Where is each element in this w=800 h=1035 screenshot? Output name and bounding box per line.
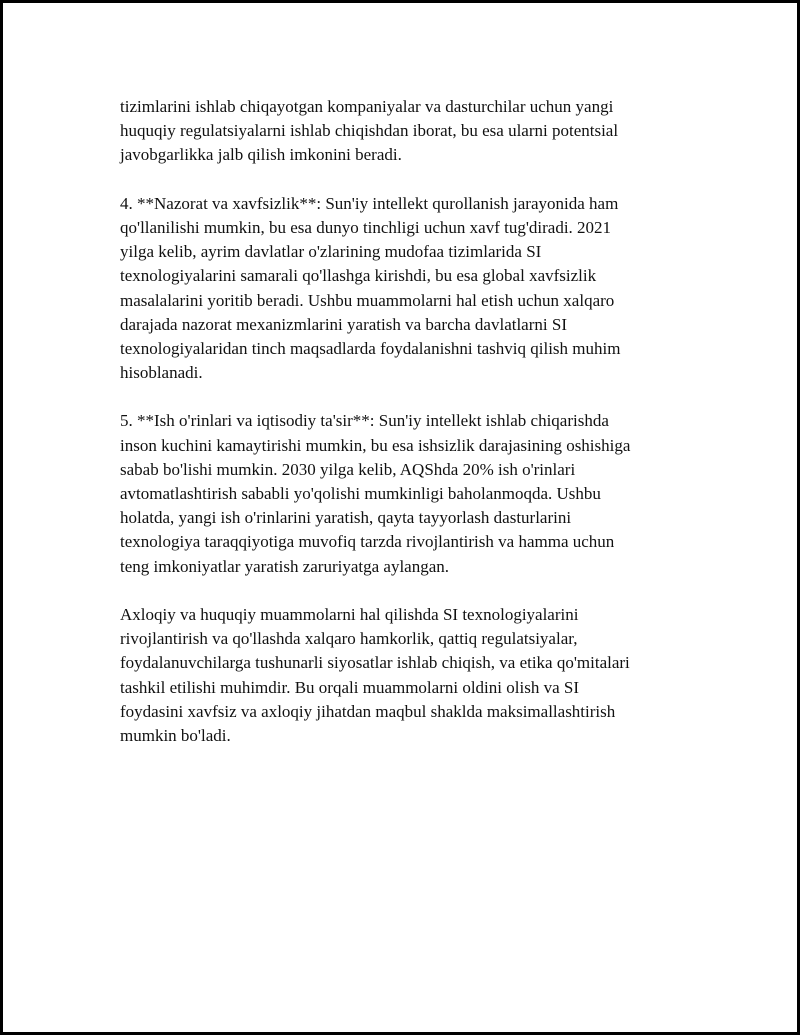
paragraph-intro-continuation [120,95,680,168]
text-line: texnologiyalarini samarali qo'llashga kirishdi, bu esa global xavfsizlik [120,266,597,286]
text-line: inson kuchini kamaytirishi mumkin, bu esa ishsizlik darajasining oshishiga [120,435,631,455]
document-body [120,95,680,772]
text-line: javobgarlikka jalb qilish imkonini beradi. [120,145,402,165]
text-line: 5. **Ish o'rinlari va iqtisodiy ta'sir**: Sun'iy intellekt ishlab chiqarishda [120,411,609,431]
text-line: Axloqiy va huquqiy muammolarni hal qilishda SI texnologiyalarini [120,604,579,624]
text-line: darajada nazorat mexanizmlarini yaratish va barcha davlatlarni SI [120,314,567,334]
text-line: mumkin bo'ladi. [120,725,231,745]
text-line: sabab bo'lishi mumkin. 2030 yilga kelib, AQShda 20% ish o'rinlari [120,459,576,479]
text-line: tashkil etilishi muhimdir. Bu orqali muammolarni oldini olish va SI [120,677,579,697]
text-line: hisoblanadi. [120,363,203,383]
text-line: holatda, yangi ish o'rinlarini yaratish, qayta tayyorlash dasturlarini [120,508,572,528]
text-line: foydasini xavfsiz va axloqiy jihatdan maqbul shaklda maksimallashtirish [120,701,616,721]
text-line: texnologiya taraqqiyotiga muvofiq tarzda rivojlantirish va hamma uchun [120,532,615,552]
text-line: foydalanuvchilarga tushunarli siyosatlar ishlab chiqish, va etika qo'mitalari [120,653,630,673]
text-line: rivojlantirish va qo'llashda xalqaro hamkorlik, qattiq regulatsiyalar, [120,629,578,649]
text-line: qo'llanilishi mumkin, bu esa dunyo tinchligi uchun xavf tug'diradi. 2021 [120,217,612,237]
text-line: yilga kelib, ayrim davlatlar o'zlarining mudofaa tizimlarida SI [120,242,542,262]
paragraph-conclusion [120,603,680,748]
paragraph-item-4 [120,192,680,386]
text-line: tizimlarini ishlab chiqayotgan kompaniyalar va dasturchilar uchun yangi [120,97,614,116]
text-line: huquqiy regulatsiyalarni ishlab chiqishdan iborat, bu esa ularni potentsial [120,121,619,141]
text-line: 4. **Nazorat va xavfsizlik**: Sun'iy intellekt qurollanish jarayonida ham [120,193,619,213]
paragraph-item-5 [120,409,680,578]
text-line: texnologiyalaridan tinch maqsadlarda foydalanishni tashviq qilish muhim [120,338,621,358]
text-line: avtomatlashtirish sababli yo'qolishi mumkinligi baholanmoqda. Ushbu [120,484,601,503]
text-line: masalalarini yoritib beradi. Ushbu muammolarni hal etish uchun xalqaro [120,290,615,310]
text-line: teng imkoniyatlar yaratish zaruriyatga aylangan. [120,556,450,576]
